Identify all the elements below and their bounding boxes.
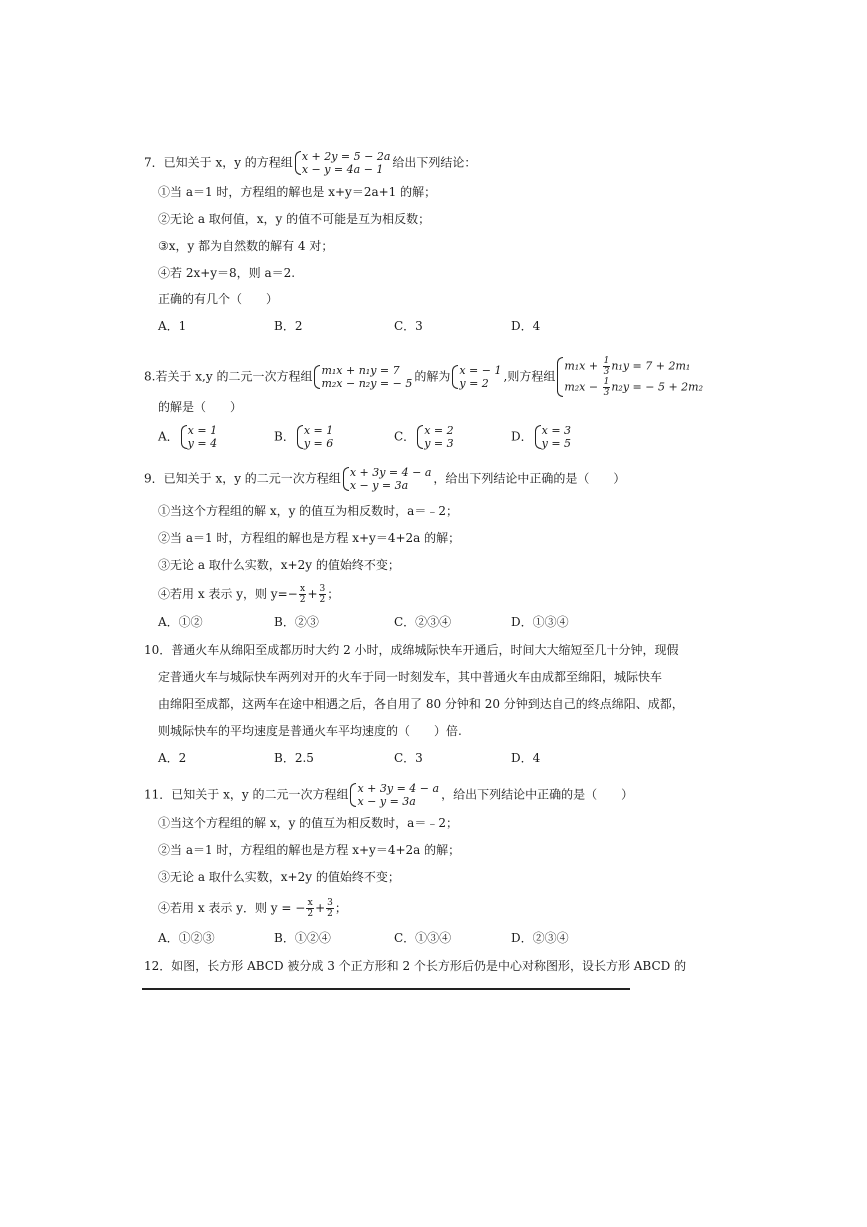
q7-option-c: C．3: [394, 319, 423, 333]
q11-equation-system: [350, 782, 439, 808]
q7-item-1: ①当 a＝1 时，方程组的解也是 x+y＝2a+1 的解；: [158, 185, 437, 199]
q8-option-a: A． x = 1 y = 4: [158, 424, 218, 450]
q7-option-b: B．2: [274, 319, 303, 333]
q11-item-2: ②当 a＝1 时，方程组的解也是方程 x+y＝4+2a 的解；: [158, 843, 461, 857]
q7-stem-tail: 给出下列结论：: [392, 155, 477, 170]
q9-eq1: x + 3y = 4 − a: [349, 466, 432, 479]
q7-stem: [144, 150, 476, 176]
q7-option-d: D．4: [511, 319, 541, 333]
q10-line-3: 由绵阳至成都，这两车在途中相遇之后，各自用了 80 分钟和 20 分钟到达自己的终点绵阳、成都，: [158, 697, 684, 711]
q10-option-c: C．3: [394, 751, 423, 765]
q9-item-4: ④若用 x 表示 y，则 y=− $\frac{x}{2}$ + $\frac{3}{2}$ ；: [158, 584, 340, 605]
one-third-fraction: $\frac{1}{3}$: [603, 377, 610, 398]
q8-solution-system: [452, 364, 501, 390]
q11-item-4: ④若用 x 表示 y．则 y = − $\frac{x}{2}$ + $\frac{3}{2}$ ；: [158, 898, 347, 919]
q10-line-4: 则城际快车的平均速度是普通火车平均速度的（ ）倍.: [158, 724, 462, 738]
q11-item-1: ①当这个方程组的解 x，y 的值互为相反数时，a＝﹣2；: [158, 816, 458, 830]
q7-option-a: A．1: [158, 319, 187, 333]
q8-equation-system: [314, 364, 412, 390]
q9-option-d: D．①③④: [511, 615, 569, 629]
q9-item-2: ②当 a＝1 时，方程组的解也是方程 x+y＝4+2a 的解；: [158, 531, 461, 545]
x-over-2-fraction: $\frac{x}{2}$: [299, 584, 306, 605]
q7-item-3: ③x，y 都为自然数的解有 4 对；: [158, 239, 334, 253]
q10-option-a: A．2: [158, 751, 187, 765]
q12-line-1: 12．如图，长方形 ABCD 被分成 3 个正方形和 2 个长方形后仍是中心对称图形，设长方形 ABCD 的: [144, 959, 687, 973]
q7-stem-text: 7．已知关于 x，y 的方程组: [144, 155, 293, 170]
q9-stem: [144, 466, 625, 492]
bottom-rule: [142, 988, 630, 990]
q11-item-3: ③无论 a 取什么实数，x+2y 的值始终不变；: [158, 870, 400, 884]
q11-option-d: D．②③④: [511, 931, 569, 945]
q8-sol2: y = 2: [459, 377, 489, 390]
q11-stem-text: 11．已知关于 x，y 的二元一次方程组: [144, 787, 349, 802]
q9-option-c: C．②③④: [394, 615, 452, 629]
q11-stem-tail: ，给出下列结论中正确的是（ ）: [441, 787, 634, 802]
q8-eq2: m₂x − n₂y = − 5: [321, 377, 413, 390]
q8-ask: 的解是（ ）: [158, 400, 243, 414]
3-over-2-fraction: $\frac{3}{2}$: [327, 898, 333, 919]
q10-option-d: D．4: [511, 751, 541, 765]
q10-line-1: 10．普通火车从绵阳至成都历时大约 2 小时，成绵城际快车开通后，时间大大缩短至几十分钟，现假: [144, 643, 679, 657]
q10-option-b: B．2.5: [274, 751, 314, 765]
q7-eq1: x + 2y = 5 − 2a: [301, 150, 391, 163]
q10-line-2: 定普通火车与城际快车两列对开的火车于同一时刻发车，其中普通火车由成都至绵阳，城际快车: [158, 670, 663, 684]
q8-second-system: [557, 356, 703, 398]
q8-second-eq2: m₂x − $\frac{1}{3}$ n₂y = − 5 + 2m₂: [564, 377, 704, 398]
q8-stem-tail: ,则方程组: [503, 369, 556, 384]
q8-stem-mid: 的解为: [414, 369, 451, 384]
q9-equation-system: [343, 466, 432, 492]
one-third-fraction: $\frac{1}{3}$: [603, 356, 610, 377]
q8-option-c: C． x = 2 y = 3: [394, 424, 454, 450]
q7-ask: 正确的有几个（ ）: [158, 292, 279, 306]
q8-option-d: D． x = 3 y = 5: [511, 424, 572, 450]
q7-item-2: ②无论 a 取何值，x，y 的值不可能是互为相反数；: [158, 212, 431, 226]
q8-eq1: m₁x + n₁y = 7: [321, 364, 400, 377]
q7-eq2: x − y = 4a − 1: [301, 163, 384, 176]
q8-sol1: x = − 1: [459, 364, 502, 377]
q11-option-c: C．①③④: [394, 931, 452, 945]
q7-equation-system: [295, 150, 391, 176]
q7-item-4: ④若 2x+y＝8，则 a＝2.: [158, 266, 296, 280]
q8-stem-text: 8.若关于 x,y 的二元一次方程组: [144, 369, 313, 384]
q9-item-1: ①当这个方程组的解 x，y 的值互为相反数时，a＝﹣2；: [158, 504, 458, 518]
q8-second-eq1: m₁x + $\frac{1}{3}$ n₁y = 7 + 2m₁: [564, 356, 691, 377]
q11-eq2: x − y = 3a: [357, 795, 416, 808]
q9-option-b: B．②③: [274, 615, 319, 629]
q9-option-a: A．①②: [158, 615, 203, 629]
q8-stem: [144, 356, 705, 398]
q11-stem: [144, 782, 633, 808]
q9-eq2: x − y = 3a: [349, 479, 409, 492]
q11-option-a: A．①②③: [158, 931, 215, 945]
q11-eq1: x + 3y = 4 − a: [357, 782, 440, 795]
3-over-2-fraction: $\frac{3}{2}$: [319, 584, 326, 605]
q9-stem-tail: ，给出下列结论中正确的是（ ）: [433, 471, 626, 486]
q9-item-3: ③无论 a 取什么实数，x+2y 的值始终不变；: [158, 558, 400, 572]
q9-stem-text: 9．已知关于 x，y 的二元一次方程组: [144, 471, 341, 486]
q11-option-b: B．①②④: [274, 931, 331, 945]
q8-option-b: B． x = 1 y = 6: [274, 424, 334, 450]
x-over-2-fraction: $\frac{x}{2}$: [307, 898, 314, 919]
